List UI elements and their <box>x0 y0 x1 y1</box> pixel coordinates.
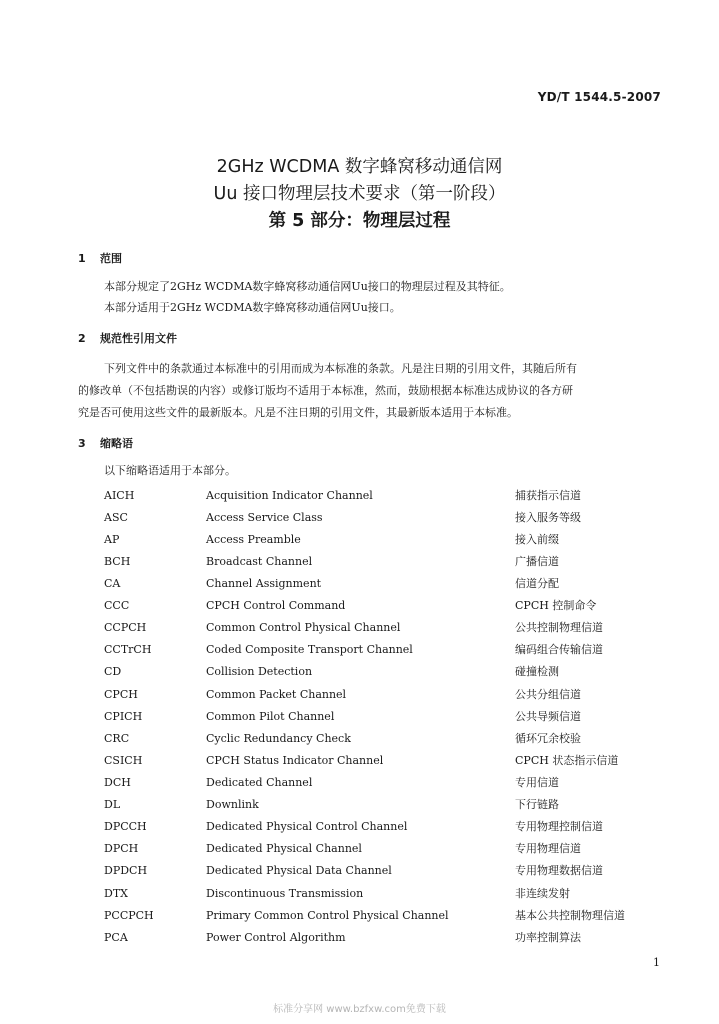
abbreviation-chinese: 公共控制物理信道 <box>515 621 603 634</box>
abbreviation-code: DCH <box>104 776 131 789</box>
abbreviation-english: CPCH Status Indicator Channel <box>206 754 384 767</box>
abbreviation-english: Access Service Class <box>206 511 323 524</box>
page-number: 1 <box>653 956 660 969</box>
abbreviation-chinese: 碰撞检测 <box>515 665 559 678</box>
section-1-title: 范围 <box>100 252 122 265</box>
abbreviation-english: CPCH Control Command <box>206 599 346 612</box>
abbreviation-code: CCPCH <box>104 621 147 634</box>
abbreviation-row <box>0 618 719 638</box>
abbreviation-code: PCA <box>104 931 128 944</box>
abbreviation-chinese: 广播信道 <box>515 555 559 568</box>
abbreviation-row <box>0 596 719 616</box>
abbreviation-english: Coded Composite Transport Channel <box>206 643 413 656</box>
abbreviation-code: ASC <box>104 511 128 524</box>
section-1-heading <box>78 250 122 266</box>
abbreviation-english: Downlink <box>206 798 259 811</box>
abbreviation-english: Common Packet Channel <box>206 688 347 701</box>
document-title-line-1: 2GHz WCDMA 数字蜂窝移动通信网 <box>216 157 503 177</box>
section-2-heading <box>78 330 177 346</box>
abbreviation-chinese: 编码组合传输信道 <box>515 643 603 656</box>
abbreviation-row <box>0 530 719 550</box>
watermark-footer: 标准分享网 www.bzfxw.com免费下载 <box>273 1004 446 1015</box>
abbreviation-chinese: 功率控制算法 <box>515 931 581 944</box>
abbreviation-row <box>0 861 719 881</box>
abbreviation-chinese: 基本公共控制物理信道 <box>515 909 625 922</box>
abbreviation-chinese: 接入服务等级 <box>515 511 581 524</box>
abbreviation-english: Common Control Physical Channel <box>206 621 401 634</box>
abbreviation-code: CRC <box>104 732 130 745</box>
abbreviation-english: Dedicated Physical Data Channel <box>206 864 392 877</box>
abbreviation-english: Power Control Algorithm <box>206 931 346 944</box>
abbreviation-row <box>0 751 719 771</box>
abbreviation-english: Access Preamble <box>206 533 301 546</box>
abbreviation-chinese: 信道分配 <box>515 577 559 590</box>
abbreviation-english: Channel Assignment <box>206 577 322 590</box>
abbreviation-row <box>0 508 719 528</box>
section-3-title: 缩略语 <box>100 437 133 450</box>
document-title-line-3: 第 5 部分：物理层过程 <box>268 211 451 231</box>
abbreviation-row <box>0 574 719 594</box>
abbreviation-english: Broadcast Channel <box>206 555 313 568</box>
abbreviation-english: Dedicated Channel <box>206 776 313 789</box>
abbreviation-english: Cyclic Redundancy Check <box>206 732 351 745</box>
abbreviation-code: DPCCH <box>104 820 147 833</box>
abbreviation-chinese: 专用物理数据信道 <box>515 864 603 877</box>
abbreviation-row <box>0 729 719 749</box>
abbreviation-row <box>0 486 719 506</box>
abbreviation-english: Common Pilot Channel <box>206 710 335 723</box>
abbreviation-english: Dedicated Physical Channel <box>206 842 362 855</box>
abbreviation-row <box>0 839 719 859</box>
abbreviation-chinese: 捕获指示信道 <box>515 489 581 502</box>
standard-code: YD/T 1544.5-2007 <box>537 90 661 104</box>
abbreviation-row <box>0 773 719 793</box>
abbreviation-row <box>0 552 719 572</box>
abbreviation-row <box>0 906 719 926</box>
abbreviation-code: AP <box>104 533 120 546</box>
abbreviation-code: DL <box>104 798 121 811</box>
abbreviation-chinese: 循环冗余校验 <box>515 732 581 745</box>
abbreviation-row <box>0 662 719 682</box>
section-1-para-2: 本部分适用于2GHz WCDMA数字蜂窝移动通信网Uu接口。 <box>104 301 401 314</box>
abbreviation-chinese: 公共导频信道 <box>515 710 581 723</box>
section-1-number: 1 <box>78 252 86 265</box>
abbreviation-chinese: CPCH 状态指示信道 <box>515 754 619 767</box>
abbreviation-code: CPICH <box>104 710 143 723</box>
abbreviation-row <box>0 795 719 815</box>
section-2-line-3: 究是否可使用这些文件的最新版本。凡是不注日期的引用文件，其最新版本适用于本标准。 <box>78 406 518 419</box>
abbreviation-english: Acquisition Indicator Channel <box>206 489 373 502</box>
section-3-number: 3 <box>78 437 86 450</box>
section-2-number: 2 <box>78 332 86 345</box>
abbreviation-code: DTX <box>104 887 128 900</box>
abbreviation-row <box>0 707 719 727</box>
abbreviation-code: CPCH <box>104 688 138 701</box>
section-3-intro: 以下缩略语适用于本部分。 <box>104 464 236 477</box>
abbreviation-code: AICH <box>104 489 135 502</box>
abbreviation-code: DPDCH <box>104 864 148 877</box>
section-2-line-1: 下列文件中的条款通过本标准中的引用而成为本标准的条款。凡是注日期的引用文件，其随后所有 <box>104 362 577 375</box>
abbreviation-chinese: 公共分组信道 <box>515 688 581 701</box>
abbreviation-english: Collision Detection <box>206 665 313 678</box>
abbreviation-english: Primary Common Control Physical Channel <box>206 909 449 922</box>
abbreviation-english: Dedicated Physical Control Channel <box>206 820 408 833</box>
document-title-line-2: Uu 接口物理层技术要求（第一阶段） <box>213 184 506 204</box>
abbreviation-chinese: CPCH 控制命令 <box>515 599 597 612</box>
abbreviation-row <box>0 817 719 837</box>
abbreviation-code: CSICH <box>104 754 143 767</box>
abbreviation-code: CCC <box>104 599 130 612</box>
abbreviation-code: DPCH <box>104 842 139 855</box>
section-3-heading <box>78 435 133 451</box>
abbreviation-code: PCCPCH <box>104 909 154 922</box>
abbreviation-chinese: 专用信道 <box>515 776 559 789</box>
abbreviation-chinese: 下行链路 <box>515 798 559 811</box>
section-1-para-1: 本部分规定了2GHz WCDMA数字蜂窝移动通信网Uu接口的物理层过程及其特征。 <box>104 280 511 293</box>
abbreviation-code: BCH <box>104 555 131 568</box>
abbreviation-row <box>0 685 719 705</box>
abbreviation-chinese: 接入前缀 <box>515 533 559 546</box>
abbreviation-chinese: 专用物理控制信道 <box>515 820 603 833</box>
abbreviation-english: Discontinuous Transmission <box>206 887 364 900</box>
abbreviation-code: CCTrCH <box>104 643 152 656</box>
section-2-title: 规范性引用文件 <box>100 332 177 345</box>
abbreviation-code: CD <box>104 665 122 678</box>
abbreviation-chinese: 非连续发射 <box>515 887 570 900</box>
abbreviation-code: CA <box>104 577 121 590</box>
abbreviation-row <box>0 640 719 660</box>
abbreviation-chinese: 专用物理信道 <box>515 842 581 855</box>
section-2-line-2: 的修改单（不包括勘误的内容）或修订版均不适用于本标准，然而，鼓励根据本标准达成协议的各方研 <box>78 384 573 397</box>
abbreviation-row <box>0 928 719 948</box>
abbreviation-row <box>0 884 719 904</box>
